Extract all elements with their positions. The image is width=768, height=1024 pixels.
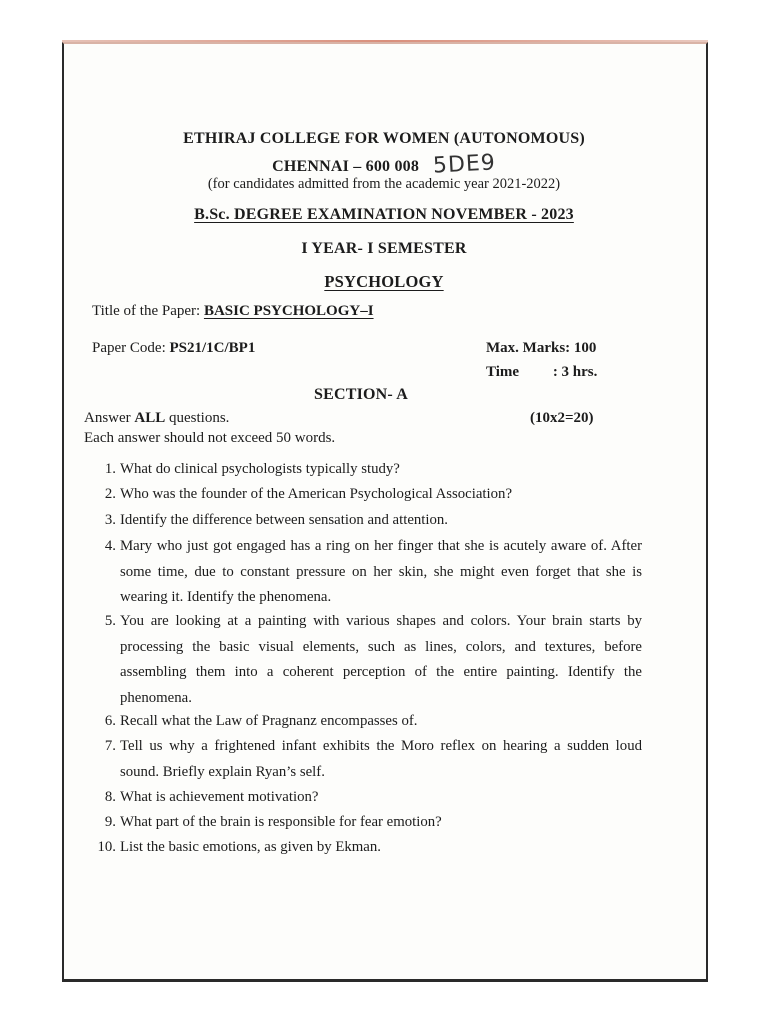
paper-title-value: BASIC PSYCHOLOGY–I xyxy=(203,303,374,319)
question-text: Identify the difference between sensation and attention. xyxy=(120,512,449,528)
paper-code-value: PS21/1C/BP1 xyxy=(169,340,256,356)
max-marks: Max. Marks: 100 xyxy=(486,340,597,356)
time-value: : 3 hrs. xyxy=(552,364,598,380)
instruction-pre: Answer xyxy=(84,410,135,426)
college-name: ETHIRAJ COLLEGE FOR WOMEN (AUTONOMOUS) xyxy=(183,130,585,147)
question-text: Recall what the Law of Pragnanz encompasses of. xyxy=(120,713,418,729)
question-text: Who was the founder of the American Psychological Association? xyxy=(120,486,513,502)
year-semester: I YEAR- I SEMESTER xyxy=(301,240,467,257)
question-number: 1. xyxy=(104,461,116,477)
section-instruction xyxy=(84,410,229,427)
section-marks: (10x2=20) xyxy=(530,410,594,426)
question-text: Tell us why a frightened infant exhibits the Moro reflex on hearing a sudden loud sound. Briefly explain Ryan’s self. xyxy=(120,738,642,780)
question-text: What part of the brain is responsible for fear emotion? xyxy=(120,814,442,830)
instruction-post: questions. xyxy=(165,410,230,426)
exam-title: B.Sc. DEGREE EXAMINATION NOVEMBER - 2023 xyxy=(194,206,574,223)
time-row xyxy=(486,364,597,381)
handwritten-code: 5DE9 xyxy=(432,150,497,179)
question-number: 3. xyxy=(104,512,116,528)
admission-note: (for candidates admitted from the academic year 2021-2022) xyxy=(207,176,561,192)
paper-title-label: Title of the Paper: xyxy=(92,303,201,319)
question-number: 7. xyxy=(104,738,116,754)
question-text: What is achievement motivation? xyxy=(120,789,319,805)
question-number: 10. xyxy=(97,839,116,855)
city-line xyxy=(0,152,768,177)
instruction-bold: ALL xyxy=(134,410,166,426)
word-limit: Each answer should not exceed 50 words. xyxy=(84,430,336,446)
question-number: 2. xyxy=(104,486,116,502)
college-city: CHENNAI – 600 008 xyxy=(272,158,420,175)
question-text: What do clinical psychologists typically study? xyxy=(120,461,400,477)
subject-title: PSYCHOLOGY xyxy=(324,272,444,291)
time-label: Time xyxy=(486,364,520,380)
paper-code-label: Paper Code: xyxy=(92,340,166,356)
question-number: 6. xyxy=(104,713,116,729)
question-text: List the basic emotions, as given by Ekman. xyxy=(120,839,381,855)
question-text: Mary who just got engaged has a ring on her finger that she is acutely aware of. After some time, due to constant pressure on her skin, she might even forget that she is wearing it. Identify the phenomena. xyxy=(120,538,642,605)
question-text: You are looking at a painting with various shapes and colors. Your brain starts by processing the basic visual elements, such as lines, colors, and textures, before assembling them into a coherent perception of the entire painting. Identify the phenomena. xyxy=(120,613,642,706)
question-number: 4. xyxy=(104,538,116,554)
question-number: 8. xyxy=(104,789,116,805)
paper-title-row xyxy=(92,303,374,320)
question-number: 9. xyxy=(104,814,116,830)
question-number: 5. xyxy=(104,613,116,629)
paper-code-row xyxy=(92,340,255,357)
section-heading: SECTION- A xyxy=(314,386,409,403)
